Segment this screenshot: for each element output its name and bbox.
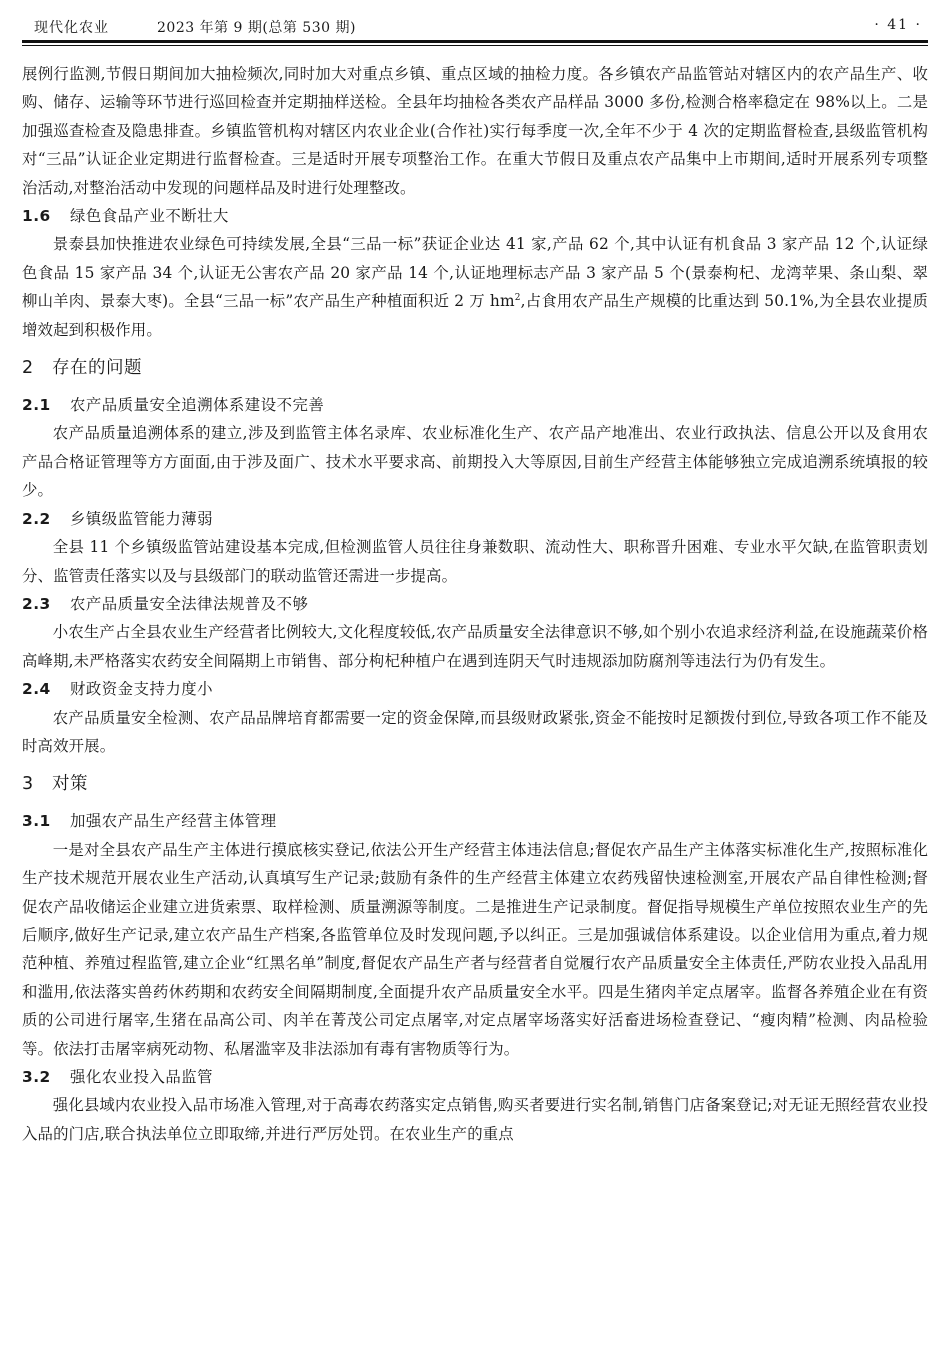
section-number: 2.1 <box>22 396 51 415</box>
section-title: 加强农产品生产经营主体管理 <box>70 812 277 831</box>
section-number: 3.2 <box>22 1068 51 1086</box>
paragraph-text: 景泰县加快推进农业绿色可持续发展,全县“三品一标”获证企业达 41 家,产品 62 个,其中认证有机食品 3 家产品 12 个,认证绿色食品 15 家产品 34 个,认证无公害农产品 20 家产品 14 个,认证地理标志产品 3 家产品 5 个(景泰枸杞、龙湾苹果、条山梨、翠柳山羊肉、景泰大枣)。全县“三品一标”农产品生产种植面积近 2 万 hm <box>22 235 928 311</box>
paragraph-3-2: 强化县域内农业投入品市场准入管理,对于高毒农药落实定点销售,购买者要进行实名制,销售门店备案登记;对无证无照经营农业投入品的门店,联合执法单位立即取缔,并进行严厉处罚。在农业生产的重点 <box>22 1096 928 1143</box>
section-heading-3-2 <box>22 1063 928 1091</box>
section-heading-2-2 <box>22 505 928 533</box>
paragraph-2-2: 全县 11 个乡镇级监管站建设基本完成,但检测监管人员往往身兼数职、流动性大、职称晋升困难、专业水平欠缺,在监管职责划分、监管责任落实以及与县级部门的联动监管还需进一步提高。 <box>22 538 928 585</box>
paragraph-2-3: 小农生产占全县农业生产经营者比例较大,文化程度较低,农产品质量安全法律意识不够,如个别小农追求经济利益,在设施蔬菜价格高峰期,未严格落实农药安全间隔期上市销售、部分枸杞种植户在遇到连阴天气时违规添加防腐剂等违法行为仍有发生。 <box>22 623 928 670</box>
paragraph-3-1: 一是对全县农产品生产主体进行摸底核实登记,依法公开生产经营主体违法信息;督促农产品生产主体落实标准化生产,按照标准化生产技术规范开展农业生产活动,认真填写生产记录;鼓励有条件的生产经营主体建立农药残留快速检测室,开展农产品自律性检测;督促农产品收储运企业建立进货索票、取样检测、质量溯源等制度。二是推进生产记录制度。督促指导规模生产单位按照农业生产的先后顺序,做好生产记录,建立农产品生产档案,各监管单位及时发现问题,予以纠正。三是加强诚信体系建设。以企业信用为重点,着力规范种植、养殖过程监管,建立企业“红黑名单”制度,督促农产品生产者与经营者自觉履行农产品质量安全主体责任,严防农业投入品乱用和滥用,依法落实兽药休药期和农药安全间隔期制度,全面提升农产品质量安全水平。四是生猪肉羊定点屠宰。监督各养殖企业在有资质的公司进行屠宰,生猪在品高公司、肉羊在菁茂公司定点屠宰,对定点屠宰场落实好活畜进场检查登记、“瘦肉精”检测、肉品检验等。依法打击屠宰病死动物、私屠滥宰及非法添加有毒有害物质等行为。 <box>22 840 928 1058</box>
paragraph-text: ,占食用农产品生产规模的比重达到 50.1%,为全县农业提质增效起到积极作用。 <box>22 292 928 339</box>
section-heading-2-1 <box>22 391 928 419</box>
section-heading-3-1 <box>22 807 928 835</box>
section-title: 财政资金支持力度小 <box>70 680 214 699</box>
chapter-number: 3 <box>22 774 34 795</box>
section-number: 3.1 <box>22 812 51 831</box>
section-title: 绿色食品产业不断壮大 <box>70 207 229 226</box>
issue-info: 2023 年第 9 期(总第 530 期) <box>157 20 356 36</box>
paragraph-continued: 展例行监测,节假日期间加大抽检频次,同时加大对重点乡镇、重点区域的抽检力度。各乡镇农产品监管站对辖区内的农产品生产、收购、储存、运输等环节进行巡回检查并定期抽样送检。全县年均抽检各类农产品样品 3000 多份,检测合格率稳定在 98%以上。二是加强巡查检查及隐患排查。乡镇监管机构对辖区内农业企业(合作社)实行每季度一次,全年不少于 4 次的定期监督检查,县级监管机构对“三品”认证企业定期进行监督检查。三是适时开展专项整治工作。在重大节假日及重点农产品集中上市期间,适时开展系列专项整治活动,对整治活动中发现的问题样品及时进行处理整改。 <box>22 65 928 197</box>
section-title: 强化农业投入品监管 <box>70 1068 214 1086</box>
paragraph-2-4: 农产品质量安全检测、农产品品牌培育都需要一定的资金保障,而县级财政紧张,资金不能按时足额拨付到位,导致各项工作不能及时高效开展。 <box>22 708 928 755</box>
paragraph-2-1: 农产品质量追溯体系的建立,涉及到监管主体名录库、农业标准化生产、农产品产地准出、农业行政执法、信息公开以及食用农产品合格证管理等方方面面,由于涉及面广、技术水平要求高、前期投入大等原因,目前生产经营主体能够独立完成追溯系统填报的较少。 <box>22 424 928 500</box>
superscript: 2 <box>514 293 521 304</box>
section-heading-2-3 <box>22 590 928 618</box>
section-title: 农产品质量安全法律法规普及不够 <box>70 594 309 613</box>
section-number: 2.3 <box>22 594 51 613</box>
chapter-number: 2 <box>22 358 34 379</box>
section-heading-1-6 <box>22 202 928 230</box>
chapter-heading-2 <box>22 344 928 391</box>
journal-name: 现代化农业 <box>34 20 109 36</box>
section-number: 2.2 <box>22 509 51 528</box>
section-number: 1.6 <box>22 207 51 226</box>
section-number: 2.4 <box>22 680 51 699</box>
header-rule-thick <box>22 40 928 43</box>
chapter-heading-3 <box>22 760 928 807</box>
chapter-title: 存在的问题 <box>52 358 142 379</box>
article-body <box>22 60 928 1148</box>
section-title: 农产品质量安全追溯体系建设不完善 <box>70 396 325 415</box>
paragraph-1-6 <box>22 230 928 344</box>
section-title: 乡镇级监管能力薄弱 <box>70 509 214 528</box>
section-heading-2-4 <box>22 675 928 703</box>
page-number: · 41 · <box>874 17 922 33</box>
chapter-title: 对策 <box>52 774 88 795</box>
header-rule-thin <box>22 45 928 46</box>
